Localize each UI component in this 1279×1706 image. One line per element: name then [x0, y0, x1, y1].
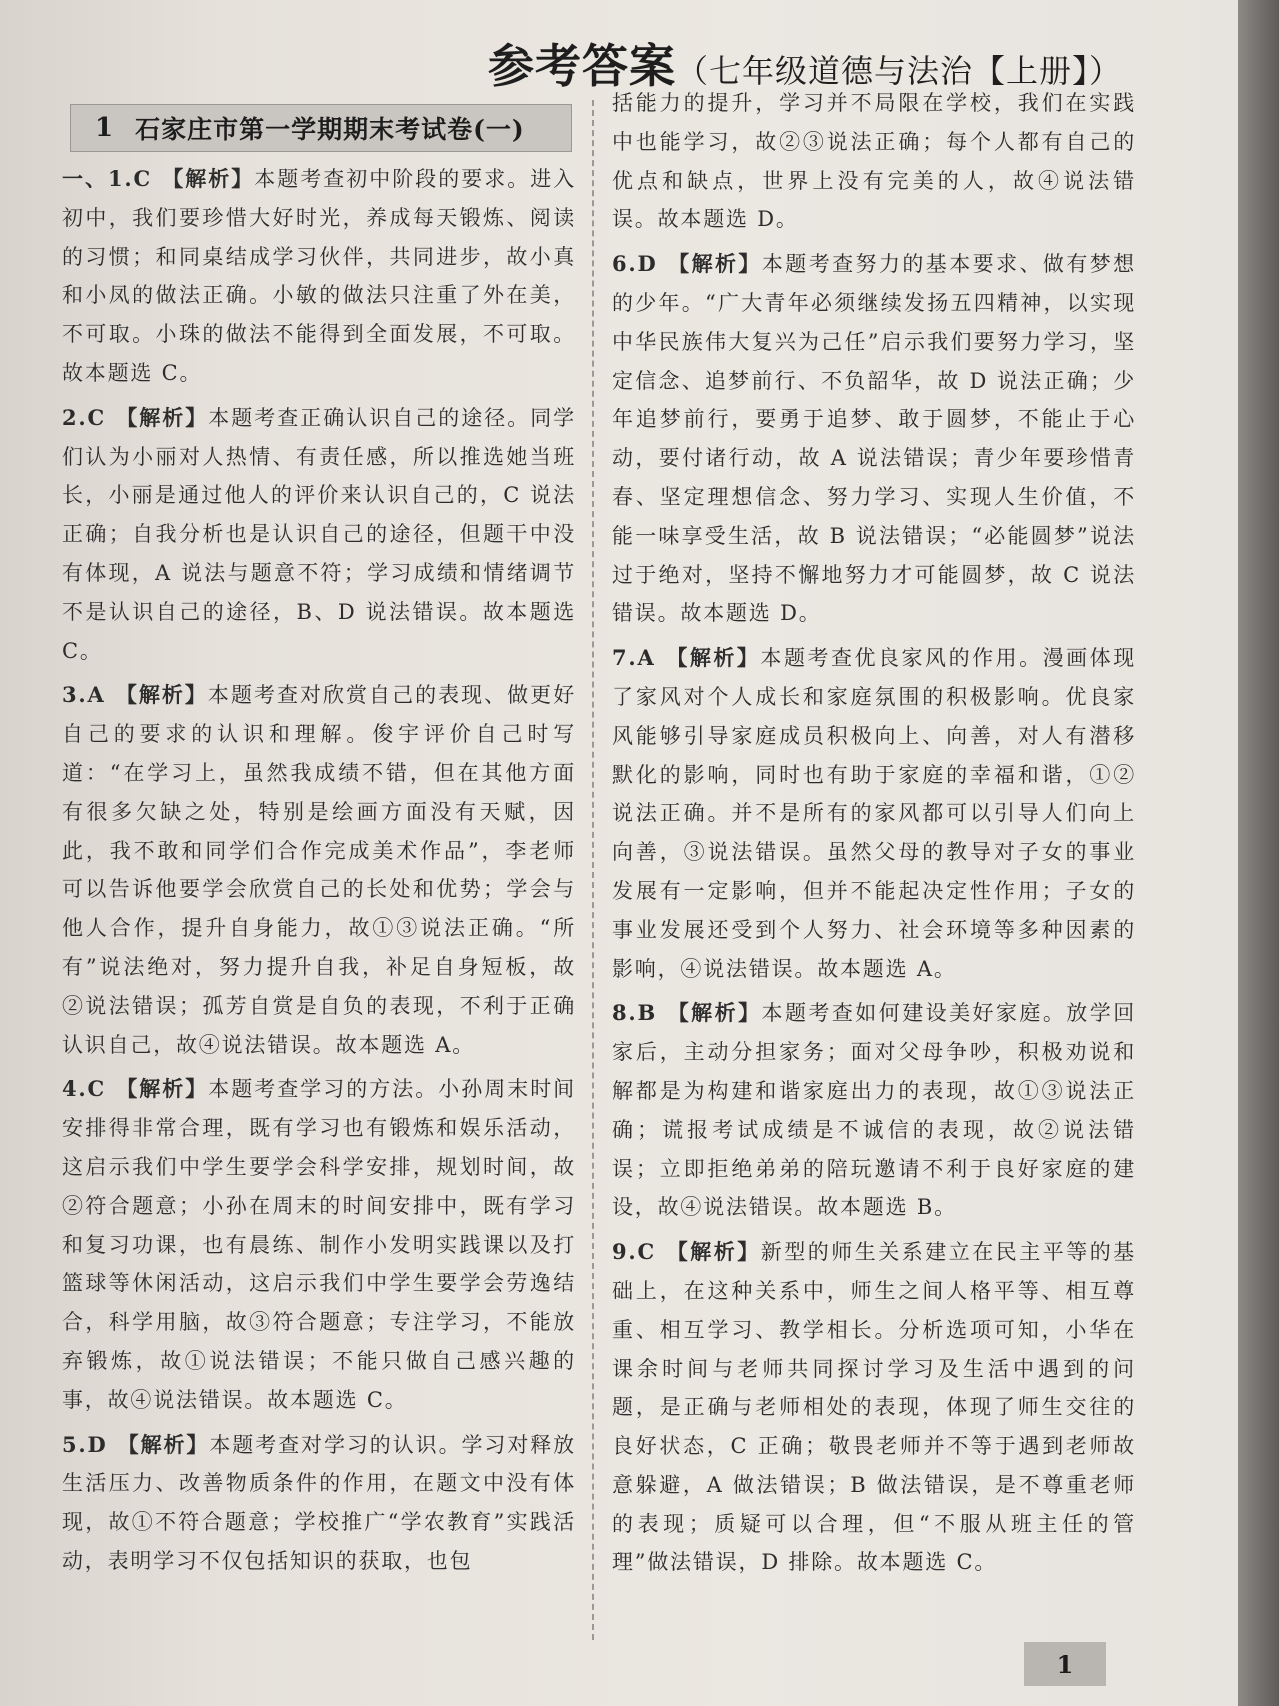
question-answer: C	[133, 166, 153, 191]
question-number: 9.	[612, 1239, 638, 1265]
question-number: 4.	[62, 1076, 88, 1102]
left-column	[62, 160, 576, 1587]
analysis-tag: 【解析】	[117, 1431, 210, 1457]
analysis-text: 本题考查初中阶段的要求。进入初中，我们要珍惜大好时光，养成每天锻炼、阅读的习惯；和同桌结成学习伙伴，共同进步，故小真和小凤的做法正确。小敏的做法只注重了外在美，不可取。小珠的做法不能得到全面发展，不可取。故本题选 C。	[62, 167, 577, 385]
question-5-continuation: 括能力的提升，学习并不局限在学校，我们在实践中也能学习，故②③说法正确；每个人都有自己的优点和缺点，世界上没有完美的人，故④说法错误。故本题选 D。	[612, 91, 1136, 232]
analysis-tag: 【解析】	[666, 1239, 761, 1265]
question-8	[612, 994, 1136, 1227]
analysis-text: 本题考查学习的方法。小孙周末时间安排得非常合理，既有学习也有锻炼和娱乐活动，这启示我们中学生要学会科学安排，规划时间，故②符合题意；小孙在周末的时间安排中，既有学习和复习功课，也有晨练、制作小发明实践课以及打篮球等休闲活动，这启示我们中学生要学会劳逸结合，科学用脑，故③符合题意；专注学习，不能放弃锻炼，故①说法错误；不能只做自己感兴趣的事，故④说法错误。故本题选 C。	[62, 1077, 576, 1412]
question-9	[612, 1233, 1136, 1582]
question-number: 2.	[62, 404, 88, 430]
question-4	[62, 1070, 576, 1419]
question-2	[62, 399, 576, 671]
analysis-tag: 【解析】	[667, 251, 762, 277]
page-edge-shadow	[1238, 0, 1279, 1706]
question-number: 3.	[62, 682, 88, 708]
section-number: 1	[95, 113, 114, 143]
page-number: 1	[1024, 1642, 1106, 1686]
question-5	[62, 1426, 576, 1581]
question-answer: C	[637, 1239, 657, 1265]
question-number: 7.	[612, 645, 638, 671]
analysis-text: 新型的师生关系建立在民主平等的基础上，在这种关系中，师生之间人格平等、相互尊重、相互学习、教学相长。分析选项可知，小华在课余时间与老师共同探讨学习及生活中遇到的问题，是正确与老师相处的表现，体现了师生交往的良好状态，C 正确；敬畏老师并不等于遇到老师故意躲避，A 做法错误；B 做法错误，是不尊重老师的表现；质疑可以合理，但“不服从班主任的管理”做法错误，D 排除。故本题选 C。	[612, 1240, 1136, 1575]
analysis-text: 本题考查对学习的认识。学习对释放生活压力、改善物质条件的作用，在题文中没有体现，故①不符合题意；学校推广“学农教育”实践活动，表明学习不仅包括知识的获取，也包	[62, 1432, 576, 1573]
title-subtitle: （七年级道德与法治【上册】）	[676, 52, 1123, 90]
question-answer: A	[87, 682, 106, 708]
question-answer: D	[637, 251, 658, 277]
analysis-tag: 【解析】	[116, 1076, 209, 1102]
section-name: 石家庄市第一学期期末考试卷(一)	[135, 115, 525, 144]
question-answer: D	[87, 1431, 108, 1457]
analysis-tag: 【解析】	[665, 645, 761, 671]
column-divider	[592, 100, 594, 1640]
analysis-text: 本题考查努力的基本要求、做有梦想的少年。“广大青年必须继续发扬五四精神，以实现中华民族伟大复兴为己任”启示我们要努力学习，坚定信念、追梦前行、不负韶华，故 D 说法正确；少年追梦前行，要勇于追梦、敢于圆梦，不能止于心动，要付诸行动，故 A 说法错误；青少年要珍惜青春、坚定理想信念、努力学习、实现人生价值，不能一味享受生活，故 B 说法错误；“必能圆梦”说法过于绝对，坚持不懈地努力才可能圆梦，故 C 说法错误。故本题选 D。	[612, 252, 1136, 626]
question-number: 一、1.	[62, 166, 134, 191]
question-number: 8.	[612, 1000, 638, 1026]
analysis-tag: 【解析】	[162, 166, 255, 191]
question-6	[612, 245, 1136, 633]
analysis-tag: 【解析】	[115, 682, 208, 708]
question-number: 5.	[62, 1431, 88, 1457]
section-header	[70, 104, 572, 152]
question-3	[62, 676, 576, 1064]
analysis-text: 本题考查如何建设美好家庭。放学回家后，主动分担家务；面对父母争吵，积极劝说和解都是为构建和谐家庭出力的表现，故①③说法正确；谎报考试成绩是不诚信的表现，故②说法错误；立即拒绝弟弟的陪玩邀请不利于良好家庭的建设，故④说法错误。故本题选 B。	[612, 1001, 1136, 1220]
analysis-tag: 【解析】	[667, 1000, 762, 1026]
right-column	[612, 84, 1136, 1588]
analysis-text: 本题考查正确认识自己的途径。同学们认为小丽对人热情、有责任感，所以推选她当班长，小丽是通过他人的评价来认识自己的，C 说法正确；自我分析也是认识自己的途径，但题干中没有体现，A 说法与题意不符；学习成绩和情绪调节不是认识自己的途径，B、D 说法错误。故本题选 C。	[62, 405, 576, 663]
question-answer: A	[637, 645, 656, 671]
question-number: 6.	[612, 251, 638, 277]
analysis-text: 本题考查优良家风的作用。漫画体现了家风对个人成长和家庭氛围的积极影响。优良家风能够引导家庭成员积极向上、向善，对人有潜移默化的影响，同时也有助于家庭的幸福和谐，①②说法正确。并不是所有的家风都可以引导人们向上向善，③说法错误。虽然父母的教导对子女的事业发展有一定影响，但并不能起决定性作用；子女的事业发展还受到个人努力、社会环境等多种因素的影响，④说法错误。故本题选 A。	[612, 646, 1136, 981]
question-1	[62, 160, 576, 393]
question-answer: C	[87, 1076, 107, 1102]
question-7	[612, 639, 1136, 988]
analysis-tag: 【解析】	[116, 404, 209, 430]
title-main: 参考答案	[488, 39, 676, 93]
question-answer: C	[87, 404, 107, 430]
analysis-text: 本题考查对欣赏自己的表现、做更好自己的要求的认识和理解。俊宇评价自己时写道：“在学习上，虽然我成绩不错，但在其他方面有很多欠缺之处，特别是绘画方面没有天赋，因此，我不敢和同学们合作完成美术作品”，李老师可以告诉他要学会欣赏自己的长处和优势；学会与他人合作，提升自身能力，故①③说法正确。“所有”说法绝对，努力提升自我，补足自身短板，故②说法错误；孤芳自赏是自负的表现，不利于正确认识自己，故④说法错误。故本题选 A。	[62, 683, 576, 1057]
question-answer: B	[637, 1000, 658, 1026]
